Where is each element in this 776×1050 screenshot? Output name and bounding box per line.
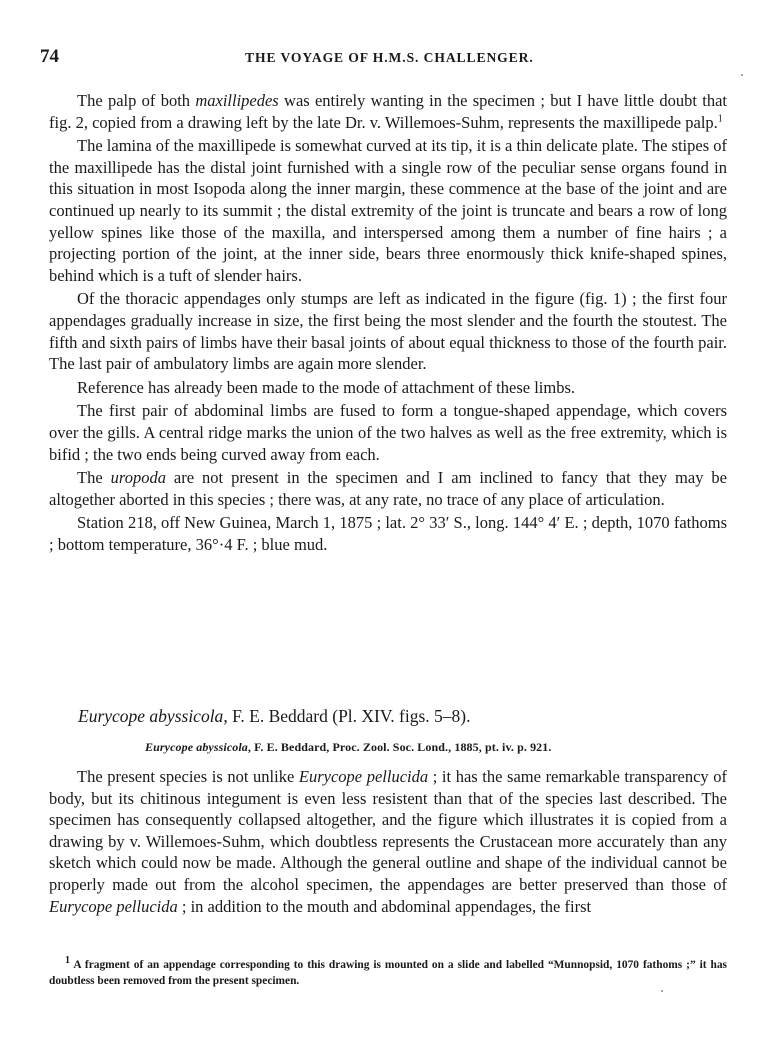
term-eurycope-pellucida: Eurycope pellucida: [298, 767, 429, 786]
term-maxillipedes: maxillipedes: [195, 91, 279, 110]
species-heading-name: Eurycope abyssicola: [78, 706, 224, 726]
footnote-reference: 1: [717, 113, 723, 125]
footnote-text: $^1$ A fragment of an appendage corresponding to this drawing is mounted on a slide and labelled “Munnopsid, 1070 fathoms ;” it has doubtless been removed from the present specimen.: [49, 955, 727, 987]
paragraph-thoracic-appendages: Of the thoracic appendages only stumps are left as indicated in the figure (fig. 1) ; the first four appendages gradually increase in size, the first being the most slender and the fourth the stoutest. The fifth and sixth pairs of limbs have their basal joints of about equal thickness to those of the fourth pair. The last pair of ambulatory limbs are again more slender.: [49, 289, 727, 374]
text-block-maxillipede: [49, 90, 727, 555]
running-head: [40, 46, 740, 70]
footnote: [49, 955, 727, 989]
paragraph-uropoda: The uropoda are not present in the specimen and I am inclined to fancy that they may be altogether aborted in this species ; there was, at any rate, no trace of any place of articulation.: [49, 468, 727, 509]
synonymy-reference: , F. E. Beddard, Proc. Zool. Soc. Lond., 1885, pt. iv. p. 921.: [247, 740, 552, 754]
paragraph-lamina: The lamina of the maxillipede is somewhat curved at its tip, it is a thin delicate plate. The stipes of the maxillipede has the distal joint furnished with a single row of the peculiar sense organs found in this situation in most Isopoda along the inner margin, these commence at the base of the joint and are continued up nearly to its summit ; the distal extremity of the joint is truncate and bears a row of long yellow spines like those of the maxilla, and interspersed among them a number of fine hairs ; a projecting portion of the joint, at the inner side, bears three enormously thick knife-shaped spines, behind which is a tuft of slender hairs.: [49, 136, 727, 285]
synonymy-citation: [145, 740, 551, 755]
paragraph-maxillipede-palp: The palp of both maxillipedes was entirely wanting in the specimen ; but I have little doubt that fig. 2, copied from a drawing left by the late Dr. v. Willemoes-Suhm, represents the maxillipede palp.$^1$: [49, 91, 727, 132]
term-eurycope-pellucida-2: Eurycope pellucida: [49, 896, 178, 916]
species-heading: [78, 706, 470, 727]
page-number: 74: [40, 46, 59, 67]
paragraph-abdominal-limbs: The first pair of abdominal limbs are fused to form a tongue-shaped appendage, which covers over the gills. A central ridge marks the union of the two halves as well as the free extremity, which is bifid ; the two ends being curved away from each.: [49, 401, 727, 464]
paper-speck: [741, 74, 743, 76]
paper-speck: [661, 990, 663, 992]
text-block-abyssicola: [49, 766, 727, 917]
running-title: THE VOYAGE OF H.M.S. CHALLENGER.: [245, 50, 534, 65]
species-heading-authority: , F. E. Beddard (Pl. XIV. figs. 5–8).: [223, 706, 471, 726]
footnote-mark: 1: [65, 955, 70, 967]
paragraph-reference: Reference has already been made to the mode of attachment of these limbs.: [77, 377, 576, 397]
paragraph-station-record: Station 218, off New Guinea, March 1, 1875 ; lat. 2° 33′ S., long. 144° 4′ E. ; depth, 1070 fathoms ; bottom temperature, 36°·4 F. ; blue mud.: [49, 513, 727, 554]
synonymy-name: Eurycope abyssicola: [145, 740, 248, 754]
term-uropoda: uropoda: [110, 468, 166, 488]
paragraph-abyssicola-description: The present species is not unlike Eurycope pellucida ; it has the same remarkable transparency of body, but its chitinous integument is even less resistent than that of the species last described. The specimen has consequently collapsed altogether, and the figure which illustrates it is copied from a drawing by v. Willemoes-Suhm, which doubtless represents the Crustacean more accurately than any sketch which could now be made. Although the general outline and shape of the individual cannot be properly made out from the alcohol specimen, the appendages are better preserved than those of Eurycope pellucida ; in addition to the mouth and abdominal appendages, the first: [49, 767, 728, 916]
